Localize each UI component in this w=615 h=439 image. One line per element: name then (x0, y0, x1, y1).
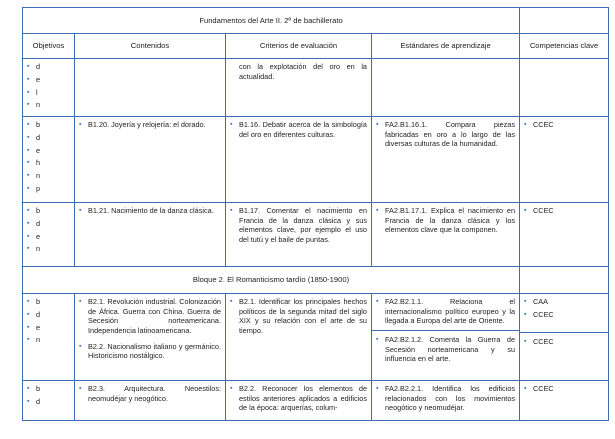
contenido-item: ▪ B1.20. Joyería y relojería: el dorado. (79, 120, 221, 130)
title-empty-cell (520, 8, 609, 34)
contenido-item: ▪ B2.3. Arquitectura. Neoestilos: neomudéjar y neogótico. (79, 384, 221, 403)
block-title: Bloque 2. El Romanticismo tardío (1850-1900) (23, 267, 520, 294)
criterios-cell (226, 117, 372, 203)
estandares-cell (372, 381, 520, 421)
title-row (23, 8, 609, 34)
criterio-text: con la explotación del oro en la actualidad. (239, 62, 367, 81)
header-row (23, 34, 609, 59)
estandar-item: ▪ FA2.B2.1.2. Comenta la Guerra de Secesión norteamericana y su influencia en el arte. (376, 335, 515, 364)
objetivo-item: ▪ d (27, 397, 70, 407)
criterios-cell (226, 59, 372, 117)
competencia-item: ▪ CCEC (524, 384, 604, 394)
estandar-item: ▪ FA2.B2.2.1. Identifica los edificios relacionados con los movimientos neogótico y neomudéjar. (376, 384, 515, 413)
header-objetivos: Objetivos (23, 34, 75, 59)
table-row (23, 381, 609, 421)
estandares-cell (372, 294, 520, 381)
contenidos-cell (75, 294, 226, 381)
objetivo-item: ▪ e (27, 75, 70, 85)
estandar-subcell (372, 331, 519, 364)
curriculum-table (22, 7, 609, 421)
objetivo-item: ▪ h (27, 158, 70, 168)
block-empty-cell (520, 267, 609, 294)
competencia-item: ▪ CCEC (524, 206, 604, 216)
table-row (23, 294, 609, 381)
estandar-subcell (372, 297, 519, 331)
competencia-item: ▪ CCEC (524, 310, 604, 320)
contenidos-cell (75, 203, 226, 267)
estandares-cell (372, 117, 520, 203)
objetivo-item: ▪ n (27, 100, 70, 110)
competencia-item: ▪ CAA (524, 297, 604, 307)
estandares-cell (372, 203, 520, 267)
objetivo-item: ▪ e (27, 232, 70, 242)
objetivo-item: ▪ d (27, 62, 70, 72)
objetivos-cell (23, 59, 75, 117)
competencia-item: ▪ CCEC (524, 120, 604, 130)
criterio-item: ▪ B1.16. Debatir acerca de la simbología del oro en diferentes culturas. (230, 120, 367, 139)
contenido-item: ▪ B2.1. Revolución industrial. Colonización de África. Guerra con China. Guerra de Secesión norteamericana. Independencia latinoamericana. (79, 297, 221, 335)
estandar-item: ▪ FA2.B1.17.1. Explica el nacimiento en Francia de la danza clásica y los elementos clave que la componen. (376, 206, 515, 235)
objetivo-item: ▪ d (27, 133, 70, 143)
table-row (23, 59, 609, 117)
objetivo-item: ▪ b (27, 384, 70, 394)
objetivos-cell (23, 117, 75, 203)
objetivo-item: ▪ b (27, 297, 70, 307)
objetivo-item: ▪ e (27, 146, 70, 156)
objetivo-item: ▪ n (27, 171, 70, 181)
objetivos-cell (23, 294, 75, 381)
criterio-item: ▪ B1.17. Comentar el nacimiento en Francia de la danza clásica y sus elementos clave, por ejemplo el uso del tutú y el baile de puntas. (230, 206, 367, 244)
competencia-subcell (520, 297, 608, 333)
header-contenidos: Contenidos (75, 34, 226, 59)
objetivo-item: ▪ p (27, 184, 70, 194)
criterios-cell (226, 294, 372, 381)
contenido-item: ▪ B2.2. Nacionalismo italiano y germánico. Historicismo nostálgico. (79, 342, 221, 361)
contenidos-cell (75, 59, 226, 117)
competencias-cell (520, 59, 609, 117)
competencias-cell (520, 117, 609, 203)
competencia-item: ▪ CCEC (524, 337, 604, 347)
objetivo-item: ▪ l (27, 88, 70, 98)
criterio-item: ▪ B2.1. Identificar los principales hechos políticos de la segunda mitad del siglo XIX y su relación con el arte de su tiempo. (230, 297, 367, 335)
table-row (23, 203, 609, 267)
contenidos-cell (75, 117, 226, 203)
objetivo-item: ▪ d (27, 310, 70, 320)
criterios-cell (226, 203, 372, 267)
header-competencias: Competencias clave (520, 34, 609, 59)
estandares-cell (372, 59, 520, 117)
contenidos-cell (75, 381, 226, 421)
block-row (23, 267, 609, 294)
objetivo-item: ▪ b (27, 206, 70, 216)
contenido-item: ▪ B1.21. Nacimiento de la danza clásica. (79, 206, 221, 216)
objetivos-cell (23, 381, 75, 421)
table-title: Fundamentos del Arte II. 2º de bachillerato (23, 8, 520, 34)
objetivos-cell (23, 203, 75, 267)
table-row (23, 117, 609, 203)
header-criterios: Criterios de evaluación (226, 34, 372, 59)
competencias-cell (520, 294, 609, 381)
objetivo-item: ▪ e (27, 323, 70, 333)
competencias-cell (520, 203, 609, 267)
criterios-cell (226, 381, 372, 421)
objetivo-item: ▪ n (27, 244, 70, 254)
objetivo-item: ▪ b (27, 120, 70, 130)
estandar-item: ▪ FA2.B1.16.1. Compara piezas fabricadas en oro a lo largo de las diversas culturas de la humanidad. (376, 120, 515, 149)
objetivo-item: ▪ n (27, 335, 70, 345)
competencias-cell (520, 381, 609, 421)
estandar-item: ▪ FA2.B2.1.1. Relaciona el internacionalismo político europeo y la llegada a Europa del arte de Oriente. (376, 297, 515, 326)
header-estandares: Estándares de aprendizaje (372, 34, 520, 59)
curriculum-table-container (22, 7, 608, 421)
criterio-item: ▪ B2.2. Reconocer los elementos de estilos anteriores aplicados a edificios de la época: arquerías, colum- (230, 384, 367, 413)
objetivo-item: ▪ d (27, 219, 70, 229)
